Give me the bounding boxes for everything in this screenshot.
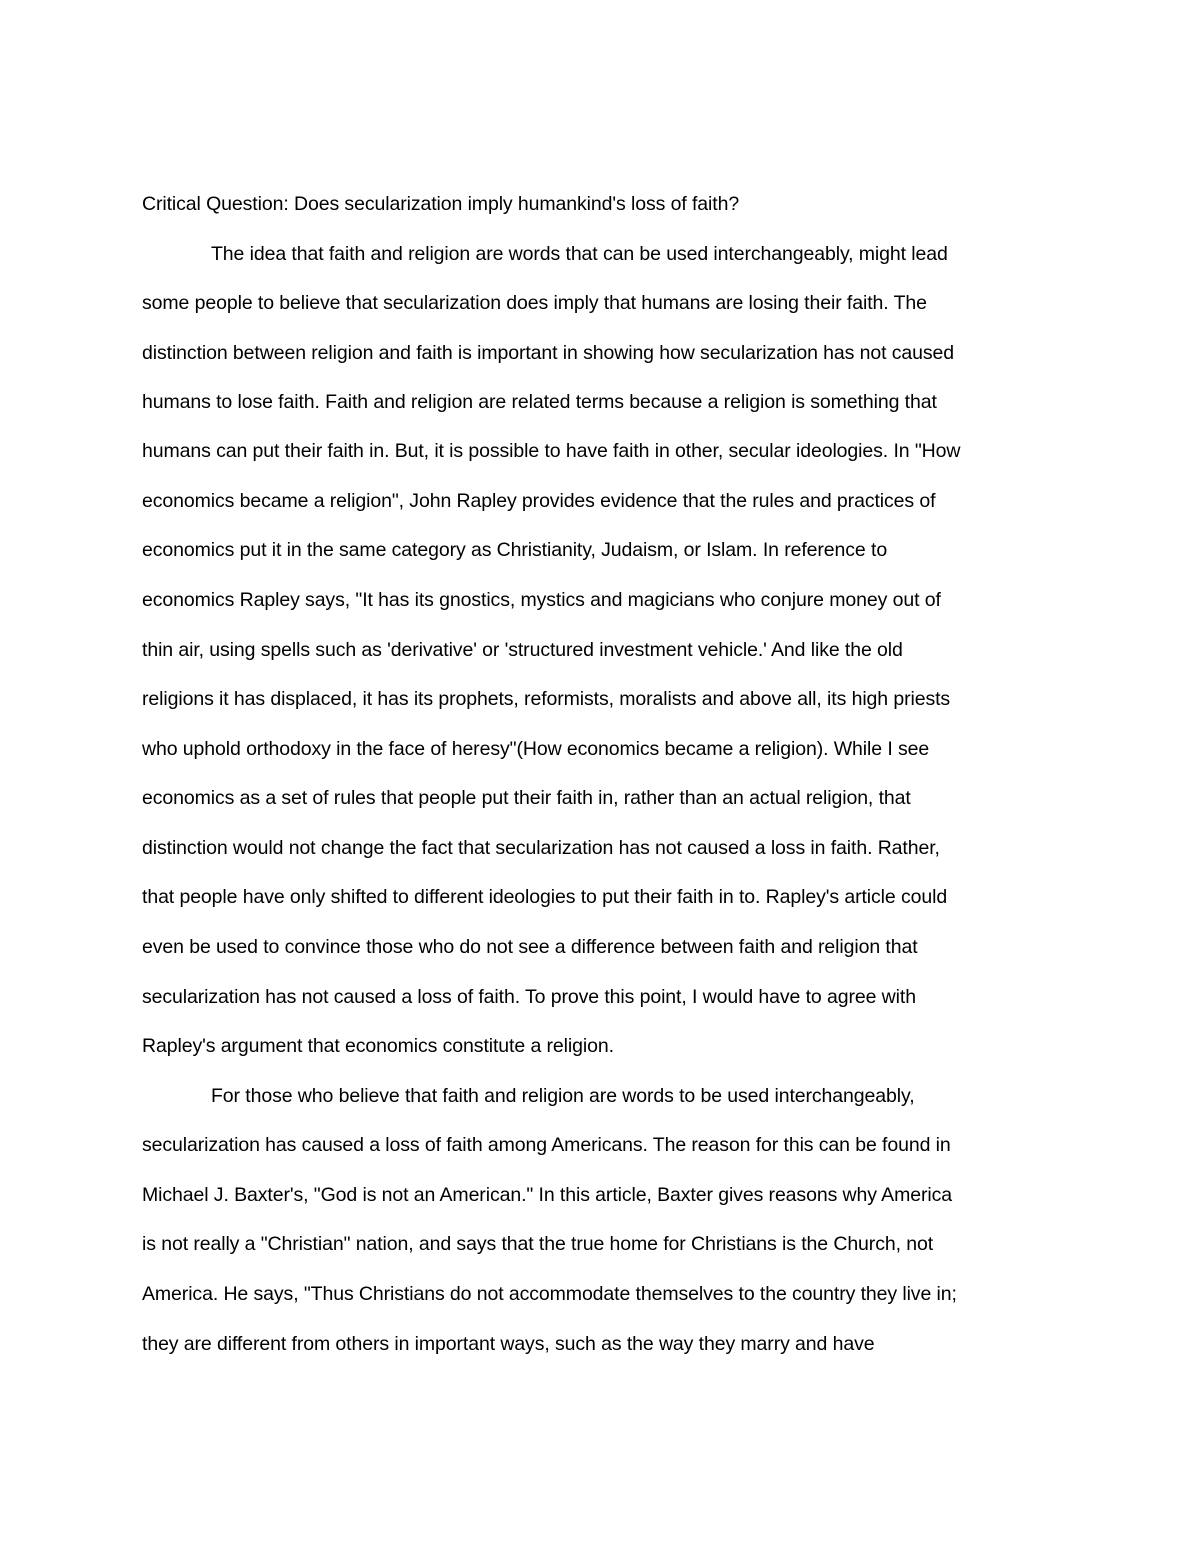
document-heading: Critical Question: Does secularization imply humankind's loss of faith? <box>142 193 740 215</box>
paragraph-line: is not really a "Christian" nation, and says that the true home for Christians is the Church, not <box>142 1233 934 1255</box>
paragraph-line: economics became a religion", John Rapley provides evidence that the rules and practices of <box>142 490 936 512</box>
paragraph-line: secularization has caused a loss of faith among Americans. The reason for this can be found in <box>142 1134 951 1156</box>
paragraph-line: economics Rapley says, "It has its gnostics, mystics and magicians who conjure money out of <box>142 589 941 611</box>
paragraph-line: distinction would not change the fact that secularization has not caused a loss in faith. Rather, <box>142 837 940 859</box>
paragraph-line: humans to lose faith. Faith and religion are related terms because a religion is something that <box>142 391 937 413</box>
paragraph-line: Michael J. Baxter's, "God is not an American." In this article, Baxter gives reasons why America <box>142 1184 952 1206</box>
paragraph-line: Rapley's argument that economics constitute a religion. <box>142 1035 614 1057</box>
paragraph-line: who uphold orthodoxy in the face of heresy"(How economics became a religion). While I see <box>142 738 930 760</box>
paragraph-line: even be used to convince those who do not see a difference between faith and religion that <box>142 936 918 958</box>
paragraph-line: distinction between religion and faith is important in showing how secularization has not caused <box>142 342 955 364</box>
paragraph-line: that people have only shifted to different ideologies to put their faith in to. Rapley's article could <box>142 886 948 908</box>
paragraph-line: economics put it in the same category as Christianity, Judaism, or Islam. In reference to <box>142 539 888 561</box>
paragraph-line: For those who believe that faith and religion are words to be used interchangeably, <box>211 1085 915 1107</box>
paragraph-line: America. He says, "Thus Christians do not accommodate themselves to the country they live in; <box>142 1283 957 1305</box>
paragraph-line: economics as a set of rules that people put their faith in, rather than an actual religion, that <box>142 787 911 809</box>
paragraph-line: some people to believe that secularization does imply that humans are losing their faith. The <box>142 292 927 314</box>
paragraph-line: they are different from others in important ways, such as the way they marry and have <box>142 1333 875 1355</box>
paragraph-line: religions it has displaced, it has its prophets, reformists, moralists and above all, its high priests <box>142 688 951 710</box>
paragraph-line: thin air, using spells such as 'derivative' or 'structured investment vehicle.' And like the old <box>142 639 903 661</box>
paragraph-line: The idea that faith and religion are words that can be used interchangeably, might lead <box>211 243 948 265</box>
paragraph-line: secularization has not caused a loss of faith. To prove this point, I would have to agree with <box>142 986 916 1008</box>
paragraph-line: humans can put their faith in. But, it is possible to have faith in other, secular ideologies. In "How <box>142 440 961 462</box>
